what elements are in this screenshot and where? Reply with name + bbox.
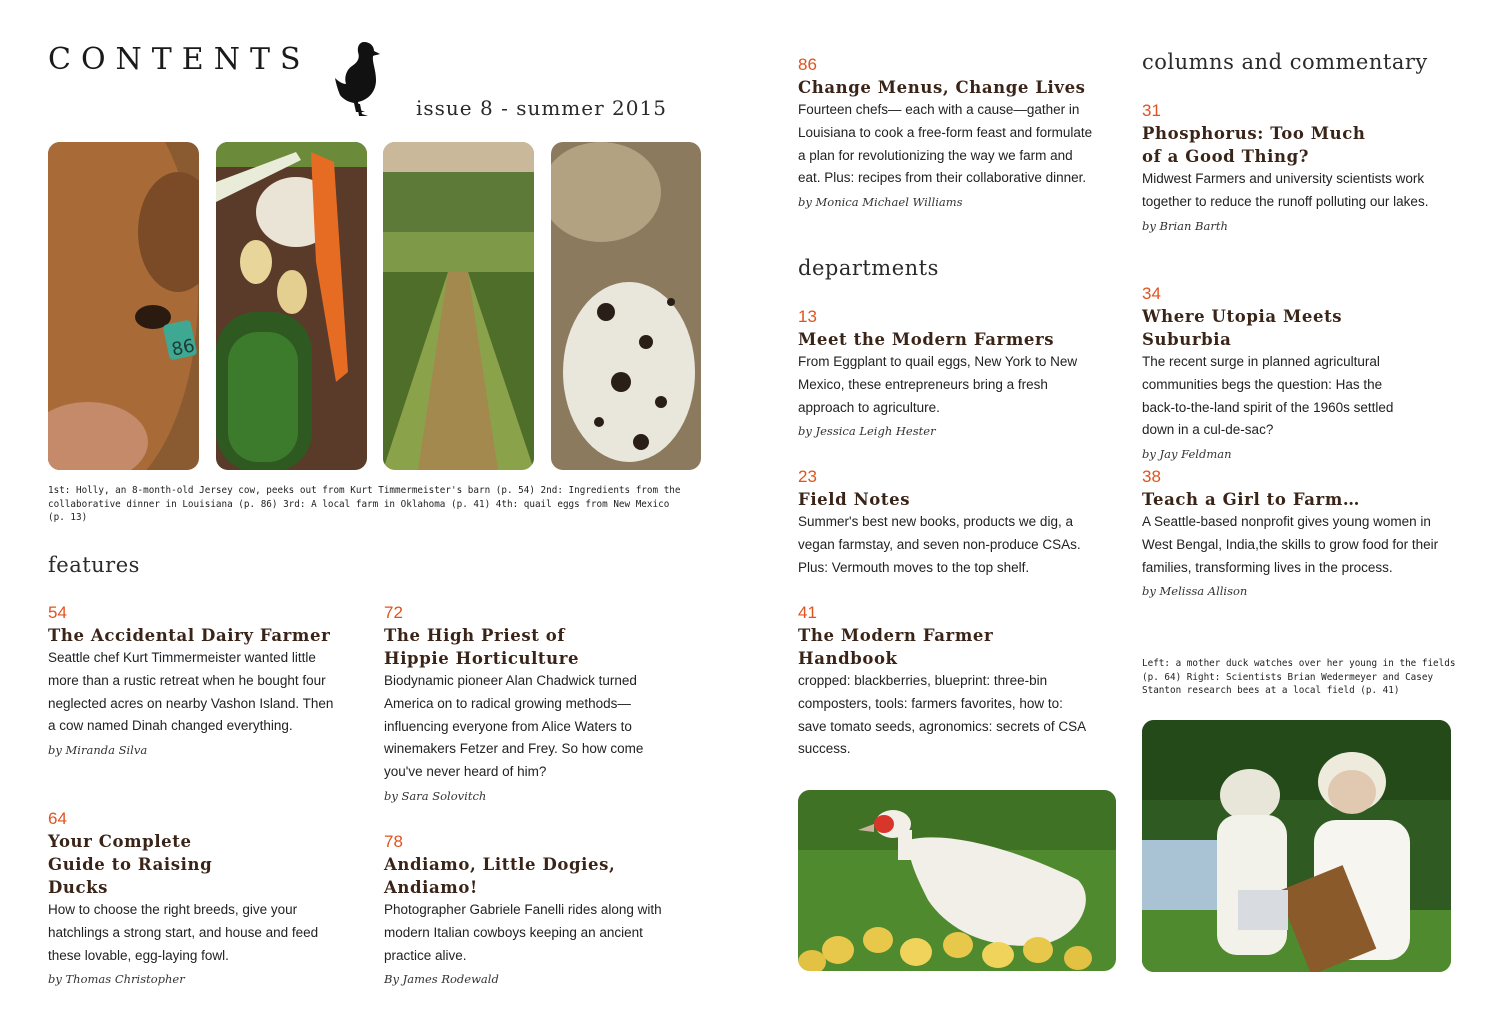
cow-photo [48, 142, 199, 470]
article-description: Photographer Gabriele Fanelli rides along with modern Italian cowboys keeping an ancient practice alive. [384, 902, 662, 963]
article-title: Andiamo, Little Dogies, Andiamo! [384, 855, 616, 897]
article-38[interactable] [1142, 466, 1462, 601]
byline: by Jay Feldman [1142, 447, 1232, 462]
article-title: The Accidental Dairy Farmer [48, 626, 331, 645]
article-description: A Seattle-based nonprofit gives young women in West Bengal, India,the skills to grow food for their families, transforming lives in the process. [1142, 514, 1439, 575]
page-number: 78 [384, 832, 403, 851]
article-description: Biodynamic pioneer Alan Chadwick turned America on to radical growing methods—influencing everyone from Alice Waters to winemakers Fetzer and Frey. So how come you've never heard of him? [384, 673, 644, 780]
article-23[interactable] [798, 466, 1098, 579]
article-description: cropped: blackberries, blueprint: three-bin composters, tools: farmers favorites, how to: save tomato seeds, agronomics: secrets of CSA success. [798, 673, 1086, 757]
byline: by Melissa Allison [1142, 584, 1248, 599]
article-78[interactable] [384, 831, 694, 989]
byline: by Sara Solovitch [384, 788, 487, 803]
page-number: 64 [48, 809, 67, 828]
article-description: Summer's best new books, products we dig, a vegan farmstay, and seven non-produce CSAs. Plus: Vermouth moves to the top shelf. [798, 514, 1081, 575]
byline: by Thomas Christopher [48, 972, 185, 987]
features-heading: features [48, 553, 140, 577]
columns-heading: columns and commentary [1142, 50, 1428, 74]
article-description: How to choose the right breeds, give your hatchlings a strong start, and house and feed these lovable, egg-laying fowl. [48, 902, 319, 963]
article-title: Change Menus, Change Lives [798, 78, 1086, 97]
article-description: Fourteen chefs— each with a cause—gather in Louisiana to cook a free-form feast and formulate a plan for revolutionizing the way we farm and eat. Plus: recipes from their collaborative dinner. [798, 102, 1093, 186]
quail-egg-photo [551, 142, 701, 470]
article-34[interactable] [1142, 283, 1432, 464]
photo-caption-top: 1st: Holly, an 8-month-old Jersey cow, peeks out from Kurt Timmermeister's barn (p. 54) 2nd: Ingredients from the collaborative dinner in Louisiana (p. 86) 3rd: A local farm in Oklahoma (p. 41) 4th: quail eggs from New Mexico (p. 13) [48, 485, 681, 523]
byline: by Monica Michael Williams [798, 195, 963, 210]
duck-photo [798, 790, 1116, 971]
article-description: Seattle chef Kurt Timmermeister wanted little more than a rustic retreat when he bought four neglected acres on nearby Vashon Island. Then a cow named Dinah changed everything. [48, 650, 334, 734]
vegetables-photo [216, 142, 367, 470]
photo-caption-right: Left: a mother duck watches over her young in the fields (p. 64) Right: Scientists Brian Wedermeyer and Casey Stanton research bees at a local field (p. 41) [1142, 658, 1456, 696]
beekeepers-photo [1142, 720, 1451, 972]
byline: By James Rodewald [384, 972, 499, 987]
article-title: Where Utopia Meets Suburbia [1142, 307, 1343, 349]
page-title: CONTENTS [48, 42, 311, 77]
article-title: Phosphorus: Too Much of a Good Thing? [1142, 124, 1366, 166]
svg-text:86: 86 [169, 335, 197, 361]
article-13[interactable] [798, 306, 1088, 441]
byline: by Miranda Silva [48, 743, 148, 758]
page-number: 86 [798, 55, 817, 74]
article-description: From Eggplant to quail eggs, New York to New Mexico, these entrepreneurs bring a fresh approach to agriculture. [798, 354, 1078, 415]
article-title: The Modern Farmer Handbook [798, 626, 994, 668]
article-title: The High Priest of Hippie Horticulture [384, 626, 580, 668]
byline: by Jessica Leigh Hester [798, 424, 936, 439]
article-description: The recent surge in planned agricultural communities begs the question: Has the back-to-the-land spirit of the 1960s settled down in a cul-de-sac? [1142, 354, 1394, 438]
article-31[interactable] [1142, 100, 1432, 236]
article-54[interactable] [48, 602, 338, 760]
article-title: Meet the Modern Farmers [798, 330, 1055, 349]
article-64[interactable] [48, 808, 338, 989]
page-number: 72 [384, 603, 403, 622]
page-number: 23 [798, 467, 817, 486]
departments-heading: departments [798, 256, 939, 280]
article-41[interactable] [798, 602, 1098, 761]
duck-silhouette-icon [334, 40, 384, 118]
farm-field-photo [383, 142, 534, 470]
page-number: 41 [798, 603, 817, 622]
page-number: 34 [1142, 284, 1161, 303]
page-number: 54 [48, 603, 67, 622]
article-description: Midwest Farmers and university scientists work together to reduce the runoff polluting our lakes. [1142, 171, 1429, 209]
article-title: Field Notes [798, 490, 911, 509]
article-title: Your Complete Guide to Raising Ducks [48, 832, 213, 897]
issue-label: issue 8 - summer 2015 [416, 96, 667, 120]
page-number: 13 [798, 307, 817, 326]
page-number: 31 [1142, 101, 1161, 120]
article-86[interactable] [798, 54, 1093, 212]
byline: by Brian Barth [1142, 218, 1228, 233]
article-title: Teach a Girl to Farm… [1142, 490, 1360, 509]
page-number: 38 [1142, 467, 1161, 486]
article-72[interactable] [384, 602, 684, 806]
